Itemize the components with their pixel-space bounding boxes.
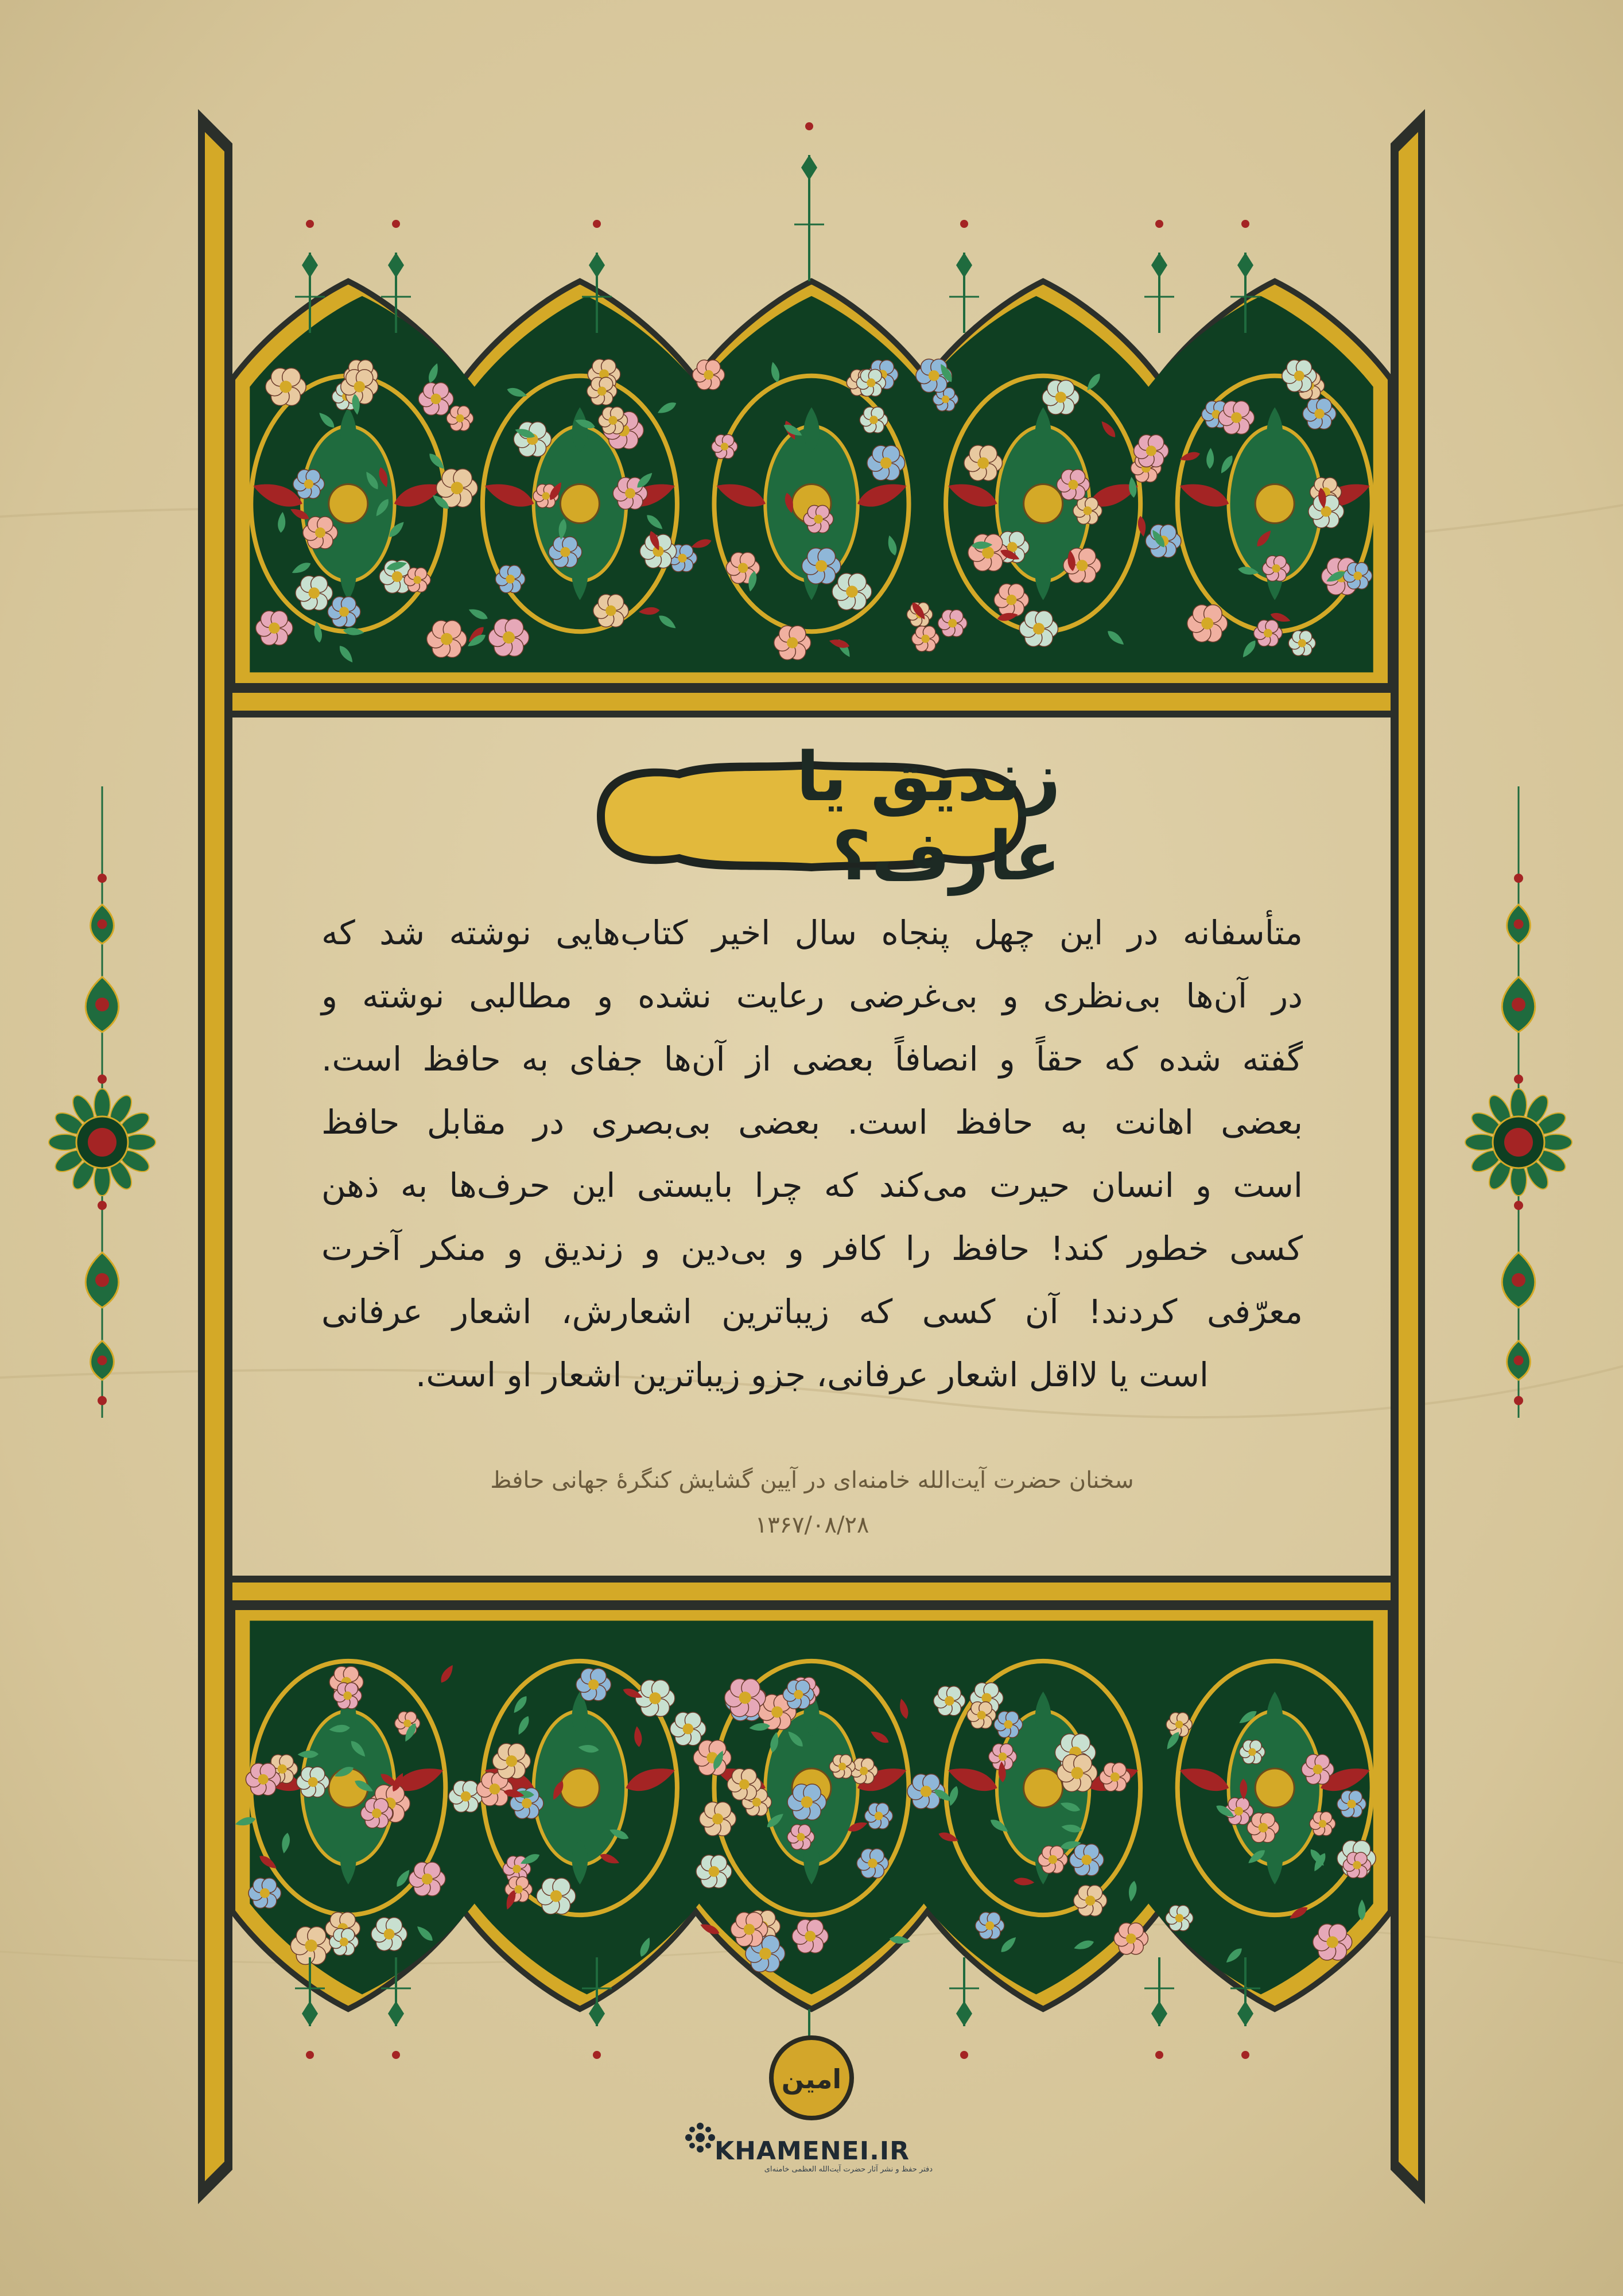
title-badge (562, 737, 1061, 895)
attribution-text: سخنان حضرت آیت‌الله خامنه‌ای در آیین گشایش کنگرهٔ جهانی حافظ (490, 1467, 1134, 1494)
frame-bar (232, 686, 1391, 718)
site-name[interactable]: KHAMENEI.IR (715, 2136, 910, 2166)
quote-line: معرّفی کردند! آن کسی که زیباترین اشعارش، اشعار عرفانی (321, 1292, 1303, 1331)
quote-line: است یا لااقل اشعار عرفانی، جزو زیباترین اشعار او است. (415, 1355, 1209, 1394)
quote-line: در آن‌ها بی‌نظری و بی‌غرضی رعایت نشده و مطالبی نوشته و (321, 976, 1303, 1015)
frame-column (198, 109, 232, 2204)
attribution-block (321, 1458, 1303, 1548)
side-ornament (49, 786, 156, 1418)
emblem-text: امین (781, 2064, 842, 2095)
emblem-logo (754, 2020, 869, 2135)
attribution-date: ۱۳۶۷/۰۸/۲۸ (755, 1512, 869, 1538)
top-floral-panel (232, 122, 1391, 686)
site-mark-icon (683, 2120, 717, 2155)
quote-line: گفته شده که حقاً و انصافاً بعضی از آن‌ها جفای به حافظ است. (321, 1040, 1303, 1079)
frame-column (1391, 109, 1425, 2204)
site-subtitle: دفتر حفظ و نشر آثار حضرت آیت‌الله العظمی خامنه‌ای (764, 2165, 933, 2174)
quote-line: کسی خطور کند! حافظ را کافر و بی‌دین و زندیق و منکر آخرت (321, 1229, 1303, 1268)
quote-line: متأسفانه در این چهل پنجاه سال اخیر کتاب‌هایی نوشته شد که (321, 913, 1303, 952)
side-ornament (1465, 786, 1572, 1418)
poster-title: زندیق یا عارف؟ (796, 737, 1061, 895)
quote-body (321, 901, 1303, 1406)
frame-bar (232, 1576, 1391, 1607)
quote-line: است و انسان حیرت می‌کند که چرا بایستی این حرف‌ها به ذهن (321, 1166, 1303, 1205)
quote-line: بعضی اهانت به حافظ است. بعضی بی‌بصری در مقابل حافظ (321, 1103, 1303, 1142)
